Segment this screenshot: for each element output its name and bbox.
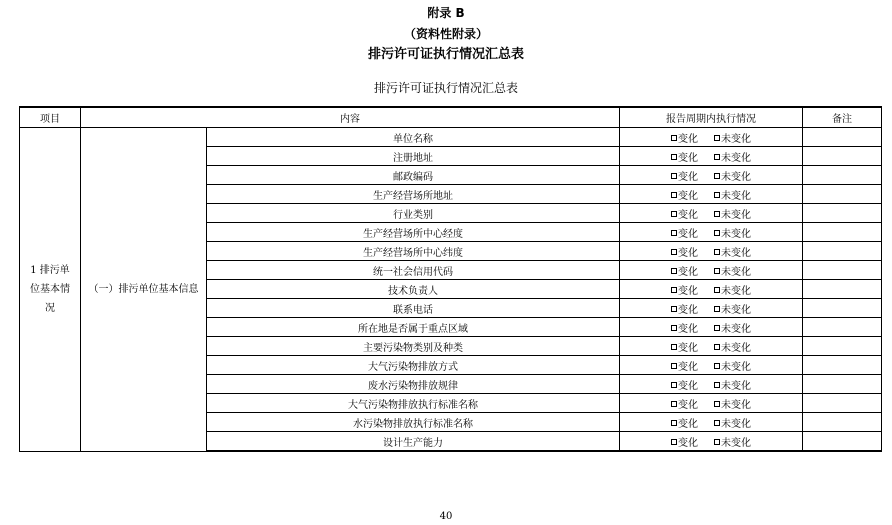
item-name-cell: 统一社会信用代码 xyxy=(207,261,620,280)
option-unchanged-label: 未变化 xyxy=(721,190,751,202)
option-changed-label: 变化 xyxy=(678,209,698,221)
checkbox-unchanged[interactable] xyxy=(714,439,720,445)
option-unchanged[interactable] xyxy=(714,377,751,392)
remarks-cell xyxy=(803,166,882,185)
option-unchanged-label: 未变化 xyxy=(721,209,751,221)
option-unchanged-label: 未变化 xyxy=(721,152,751,164)
table-row xyxy=(20,128,882,147)
remarks-cell xyxy=(803,128,882,147)
option-unchanged[interactable] xyxy=(714,244,751,259)
checkbox-changed[interactable] xyxy=(671,268,677,274)
option-changed-label: 变化 xyxy=(678,171,698,183)
item-name-cell: 大气污染物排放执行标准名称 xyxy=(207,394,620,413)
status-cell xyxy=(620,185,803,204)
option-changed-label: 变化 xyxy=(678,152,698,164)
remarks-cell xyxy=(803,185,882,204)
status-cell xyxy=(620,432,803,452)
checkbox-changed[interactable] xyxy=(671,420,677,426)
item-name-cell: 大气污染物排放方式 xyxy=(207,356,620,375)
remarks-cell xyxy=(803,299,882,318)
status-cell xyxy=(620,337,803,356)
checkbox-changed[interactable] xyxy=(671,135,677,141)
remarks-cell xyxy=(803,318,882,337)
option-unchanged[interactable] xyxy=(714,206,751,221)
item-name-cell: 生产经营场所地址 xyxy=(207,185,620,204)
option-unchanged[interactable] xyxy=(714,130,751,145)
item-name-cell: 技术负责人 xyxy=(207,280,620,299)
item-name-cell: 生产经营场所中心经度 xyxy=(207,223,620,242)
checkbox-unchanged[interactable] xyxy=(714,382,720,388)
option-unchanged-label: 未变化 xyxy=(721,399,751,411)
option-unchanged[interactable] xyxy=(714,301,751,316)
item-name-cell: 主要污染物类别及种类 xyxy=(207,337,620,356)
table-header-row xyxy=(20,107,882,128)
option-changed-label: 变化 xyxy=(678,342,698,354)
status-cell xyxy=(620,128,803,147)
item-name-cell: 行业类别 xyxy=(207,204,620,223)
item-name-cell: 联系电话 xyxy=(207,299,620,318)
checkbox-unchanged[interactable] xyxy=(714,401,720,407)
option-changed-label: 变化 xyxy=(678,247,698,259)
option-unchanged-label: 未变化 xyxy=(721,133,751,145)
checkbox-unchanged[interactable] xyxy=(714,211,720,217)
remarks-cell xyxy=(803,413,882,432)
option-unchanged-label: 未变化 xyxy=(721,266,751,278)
remarks-cell xyxy=(803,261,882,280)
option-unchanged[interactable] xyxy=(714,282,751,297)
option-changed[interactable] xyxy=(671,149,698,164)
status-cell xyxy=(620,280,803,299)
checkbox-unchanged[interactable] xyxy=(714,287,720,293)
checkbox-unchanged[interactable] xyxy=(714,230,720,236)
item-name-cell: 水污染物排放执行标准名称 xyxy=(207,413,620,432)
column-header-status: 报告周期内执行情况 xyxy=(620,107,803,128)
status-cell xyxy=(620,204,803,223)
option-unchanged[interactable] xyxy=(714,149,751,164)
checkbox-changed[interactable] xyxy=(671,382,677,388)
checkbox-unchanged[interactable] xyxy=(714,154,720,160)
option-changed-label: 变化 xyxy=(678,304,698,316)
option-changed-label: 变化 xyxy=(678,399,698,411)
item-name-cell: 所在地是否属于重点区域 xyxy=(207,318,620,337)
option-unchanged-label: 未变化 xyxy=(721,304,751,316)
option-changed-label: 变化 xyxy=(678,133,698,145)
option-unchanged-label: 未变化 xyxy=(721,323,751,335)
remarks-cell xyxy=(803,204,882,223)
checkbox-changed[interactable] xyxy=(671,192,677,198)
option-unchanged-label: 未变化 xyxy=(721,228,751,240)
option-unchanged[interactable] xyxy=(714,339,751,354)
summary-table xyxy=(19,106,882,452)
option-changed[interactable] xyxy=(671,282,698,297)
item-name-cell: 生产经营场所中心纬度 xyxy=(207,242,620,261)
option-changed[interactable] xyxy=(671,168,698,183)
page-number: 40 xyxy=(439,511,453,522)
option-unchanged[interactable] xyxy=(714,168,751,183)
remarks-cell xyxy=(803,280,882,299)
option-unchanged[interactable] xyxy=(714,358,751,373)
option-changed[interactable] xyxy=(671,434,698,449)
table-caption: 排污许可证执行情况汇总表 xyxy=(373,81,518,95)
checkbox-unchanged[interactable] xyxy=(714,192,720,198)
remarks-cell xyxy=(803,337,882,356)
checkbox-changed[interactable] xyxy=(671,249,677,255)
checkbox-changed[interactable] xyxy=(671,211,677,217)
remarks-cell xyxy=(803,223,882,242)
item-name-cell: 废水污染物排放规律 xyxy=(207,375,620,394)
option-changed[interactable] xyxy=(671,415,698,430)
checkbox-unchanged[interactable] xyxy=(714,268,720,274)
option-unchanged[interactable] xyxy=(714,320,751,335)
table-body xyxy=(20,128,882,452)
option-unchanged-label: 未变化 xyxy=(721,380,751,392)
option-changed-label: 变化 xyxy=(678,361,698,373)
option-changed[interactable] xyxy=(671,263,698,278)
checkbox-changed[interactable] xyxy=(671,325,677,331)
checkbox-changed[interactable] xyxy=(671,344,677,350)
option-changed[interactable] xyxy=(671,130,698,145)
option-changed[interactable] xyxy=(671,206,698,221)
checkbox-unchanged[interactable] xyxy=(714,249,720,255)
checkbox-changed[interactable] xyxy=(671,363,677,369)
option-unchanged[interactable] xyxy=(714,225,751,240)
option-changed[interactable] xyxy=(671,339,698,354)
checkbox-changed[interactable] xyxy=(671,439,677,445)
status-cell xyxy=(620,166,803,185)
checkbox-unchanged[interactable] xyxy=(714,306,720,312)
item-name-cell: 单位名称 xyxy=(207,128,620,147)
option-unchanged-label: 未变化 xyxy=(721,361,751,373)
option-changed-label: 变化 xyxy=(678,437,698,449)
option-changed[interactable] xyxy=(671,320,698,335)
option-changed[interactable] xyxy=(671,244,698,259)
checkbox-changed[interactable] xyxy=(671,401,677,407)
status-cell xyxy=(620,242,803,261)
status-cell xyxy=(620,356,803,375)
status-cell xyxy=(620,223,803,242)
checkbox-changed[interactable] xyxy=(671,230,677,236)
column-header-item: 项目 xyxy=(20,107,81,128)
subcategory-label: （一）排污单位基本信息 xyxy=(88,283,199,295)
status-cell xyxy=(620,147,803,166)
checkbox-unchanged[interactable] xyxy=(714,344,720,350)
option-unchanged[interactable] xyxy=(714,434,751,449)
option-changed-label: 变化 xyxy=(678,323,698,335)
option-changed[interactable] xyxy=(671,377,698,392)
option-changed-label: 变化 xyxy=(678,228,698,240)
item-name-cell: 设计生产能力 xyxy=(207,432,620,452)
option-unchanged-label: 未变化 xyxy=(721,437,751,449)
item-name-cell: 注册地址 xyxy=(207,147,620,166)
option-unchanged-label: 未变化 xyxy=(721,285,751,297)
checkbox-changed[interactable] xyxy=(671,306,677,312)
option-unchanged-label: 未变化 xyxy=(721,247,751,259)
status-cell xyxy=(620,413,803,432)
option-unchanged-label: 未变化 xyxy=(721,418,751,430)
status-cell xyxy=(620,394,803,413)
option-changed-label: 变化 xyxy=(678,380,698,392)
remarks-cell xyxy=(803,356,882,375)
checkbox-changed[interactable] xyxy=(671,287,677,293)
checkbox-unchanged[interactable] xyxy=(714,363,720,369)
remarks-cell xyxy=(803,432,882,452)
option-changed-label: 变化 xyxy=(678,418,698,430)
column-header-content: 内容 xyxy=(81,107,620,128)
category-label: 1 排污单位基本情况 xyxy=(30,264,70,314)
option-unchanged[interactable] xyxy=(714,187,751,202)
status-cell xyxy=(620,299,803,318)
remarks-cell xyxy=(803,394,882,413)
remarks-cell xyxy=(803,147,882,166)
checkbox-changed[interactable] xyxy=(671,154,677,160)
item-name-cell: 邮政编码 xyxy=(207,166,620,185)
option-unchanged[interactable] xyxy=(714,396,751,411)
option-changed-label: 变化 xyxy=(678,190,698,202)
option-unchanged[interactable] xyxy=(714,263,751,278)
checkbox-unchanged[interactable] xyxy=(714,173,720,179)
option-unchanged-label: 未变化 xyxy=(721,171,751,183)
category-cell xyxy=(20,128,81,452)
subcategory-cell xyxy=(81,128,207,452)
option-changed[interactable] xyxy=(671,358,698,373)
status-cell xyxy=(620,261,803,280)
option-changed[interactable] xyxy=(671,396,698,411)
appendix-label: 附录 B xyxy=(427,6,465,20)
appendix-title: 排污许可证执行情况汇总表 xyxy=(367,47,524,62)
checkbox-unchanged[interactable] xyxy=(714,325,720,331)
checkbox-unchanged[interactable] xyxy=(714,420,720,426)
option-changed[interactable] xyxy=(671,187,698,202)
appendix-note: （资料性附录） xyxy=(403,27,488,41)
option-changed[interactable] xyxy=(671,225,698,240)
option-changed-label: 变化 xyxy=(678,285,698,297)
column-header-remarks: 备注 xyxy=(803,107,882,128)
remarks-cell xyxy=(803,242,882,261)
status-cell xyxy=(620,375,803,394)
status-cell xyxy=(620,318,803,337)
option-unchanged-label: 未变化 xyxy=(721,342,751,354)
option-unchanged[interactable] xyxy=(714,415,751,430)
option-changed[interactable] xyxy=(671,301,698,316)
checkbox-unchanged[interactable] xyxy=(714,135,720,141)
checkbox-changed[interactable] xyxy=(671,173,677,179)
remarks-cell xyxy=(803,375,882,394)
option-changed-label: 变化 xyxy=(678,266,698,278)
